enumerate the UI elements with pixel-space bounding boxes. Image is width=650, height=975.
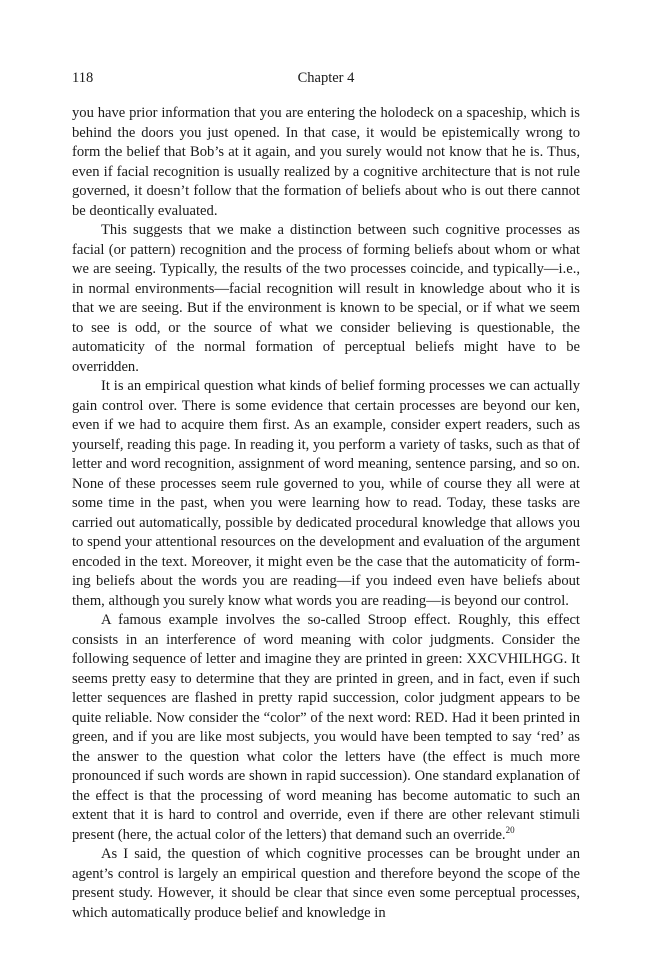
paragraph: As I said, the question of which cognitive processes can be brought under an agent’s control is largely an empirical question and therefore beyond the scope of the present study. However, it should be clear that since even some perceptual processes, which automatically produce belief and knowledge in [72, 846, 580, 921]
paragraph-text: A famous example involves the so-called Stroop effect. Roughly, this effect consists in an interference of word meaning with color judgments. Consider the following sequence of letter and imagine they are printed in green: XXCVHILHGG. It seems pretty easy to determine that they are printed in green, and in fact, even if such letter sequences are flashed in pretty rapid succession, color judgment appears to be quite reliable. Now consider the “color” of the next word: RED. Had it been printed in green, and if you are like most subjects, you would have been tempted to say ‘red’ as the answer to the question what color the letters have (the effect is much more pronounced if such words are shown in rapid succession). One standard explanation of the effect is that the processing of word meaning has become automatic to such an extent that it is hard to control and override, even if there are other relevant stimuli present (here, the actual color of the letters) that demand such an override. [72, 612, 580, 843]
paragraph [72, 611, 580, 845]
page-header [72, 70, 580, 92]
page-number: 118 [72, 70, 94, 86]
running-head: Chapter 4 [297, 70, 355, 86]
footnote-reference[interactable]: 20 [505, 824, 515, 835]
body-text [72, 104, 580, 923]
paragraph: This suggests that we make a distinction between such cognitive processes as facial (or pattern) recognition and the process of forming beliefs about whom or what we are seeing. Typically, the results of the two processes coincide, and typically—i.e., in normal environments—facial recognition will result in knowledge about who it is that we are seeing. But if the environment is known to be special, or if what we seem to see is odd, or the source of what we consider believing is questionable, the automaticity of the normal formation of perceptual beliefs might have to be overridden. [72, 222, 580, 375]
book-page [72, 70, 580, 923]
paragraph: you have prior information that you are entering the holodeck on a spaceship, which is behind the doors you just opened. In that case, it would be epistemically wrong to form the belief that Bob’s at it again, and you surely would not know that he is. Thus, even if facial recognition is usually realized by a cognitive architecture that is not rule governed, it doesn’t follow that the formation of beliefs about who is out there cannot be deontically evaluated. [72, 105, 580, 219]
paragraph: It is an empirical question what kinds of belief forming processes we can actually gain control over. There is some evidence that certain processes are beyond our ken, even if we had to acquire them first. As an example, consider expert readers, such as yourself, reading this page. In reading it, you perform a variety of tasks, such as that of letter and word recognition, assignment of word meaning, sentence parsing, and so on. None of these processes seem rule governed to you, while of course they all were at some time in the past, when you were learning how to read. Today, these tasks are carried out automatically, possible by dedicated procedural knowledge that allows you to spend your attentional resources on the development and evaluation of the argument encoded in the text. Moreover, it might even be the case that the automaticity of forming beliefs about the words you are reading—if you indeed even have beliefs about them, although you surely know what words you are reading—is beyond our control. [72, 378, 580, 609]
